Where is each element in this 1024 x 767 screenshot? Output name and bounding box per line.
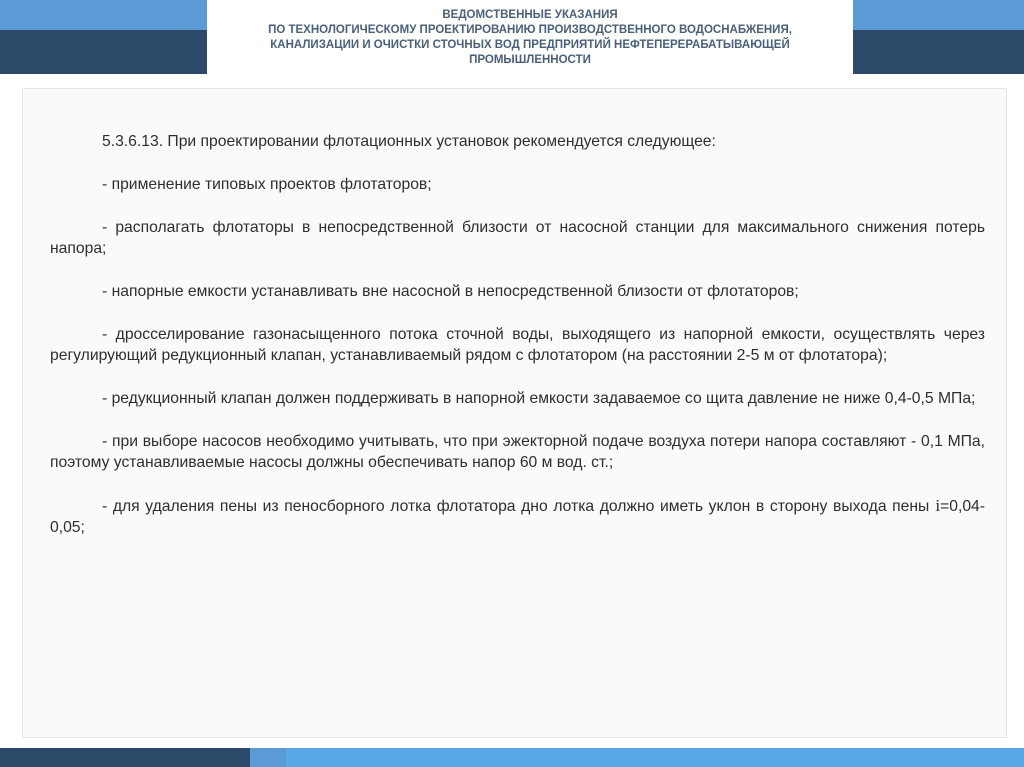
list-item-reducing-valve: - редукционный клапан должен поддерживать в напорной емкости задаваемое со щита давление не ниже 0,4-0,5 МПа;: [102, 390, 976, 407]
bottom-band: [0, 748, 1024, 767]
bottom-band-dark-segment: [0, 748, 250, 767]
header-line-4: ПРОМЫШЛЕННОСТИ: [469, 54, 591, 66]
list-item-foam-removal: [50, 495, 985, 538]
list-item-pump-selection: - при выборе насосов необходимо учитывать, что при эжекторной подаче воздуха потери напора составляют - 0,1 МПа, поэтому устанавливаемые насосы должны обеспечивать напор 60 м вод. ст.;: [50, 433, 985, 471]
bottom-band-light-segment: [286, 748, 1024, 767]
header-line-2: ПО ТЕХНОЛОГИЧЕСКОМУ ПРОЕКТИРОВАНИЮ ПРОИЗВОДСТВЕННОГО ВОДОСНАБЖЕНИЯ,: [268, 24, 792, 36]
top-band: [0, 0, 1024, 74]
slope-value: =0,04-0,05;: [50, 498, 985, 536]
list-item-pressure-tanks: - напорные емкости устанавливать вне насосной в непосредственной близости от флотаторов;: [102, 283, 799, 300]
foam-removal-text: - для удаления пены из пеносборного лотка флотатора дно лотка должно иметь уклон в сторону выхода пены: [102, 498, 930, 515]
slope-symbol: i: [935, 496, 941, 515]
list-item-typical-projects: - применение типовых проектов флотаторов;: [102, 176, 432, 193]
section-heading: 5.3.6.13. При проектировании флотационных установок рекомендуется следующее:: [102, 133, 716, 150]
header-line-1: ВЕДОМСТВЕННЫЕ УКАЗАНИЯ: [442, 9, 618, 21]
document-header: [207, 0, 853, 74]
bottom-band-mid-segment: [250, 748, 286, 767]
list-item-flotator-placement: - располагать флотаторы в непосредственной близости от насосной станции для максимального снижения потерь напора;: [50, 219, 985, 257]
header-line-3: КАНАЛИЗАЦИИ И ОЧИСТКИ СТОЧНЫХ ВОД ПРЕДПРИЯТИЙ НЕФТЕПЕРЕРАБАТЫВАЮЩЕЙ: [270, 39, 790, 51]
list-item-throttling: - дросселирование газонасыщенного потока сточной воды, выходящего из напорной емкости, осуществлять через регулирующий редукционный клапан, устанавливаемый рядом с флотатором (на расстоянии 2-5 м от флотатора);: [50, 326, 985, 364]
document-body: [50, 131, 985, 538]
